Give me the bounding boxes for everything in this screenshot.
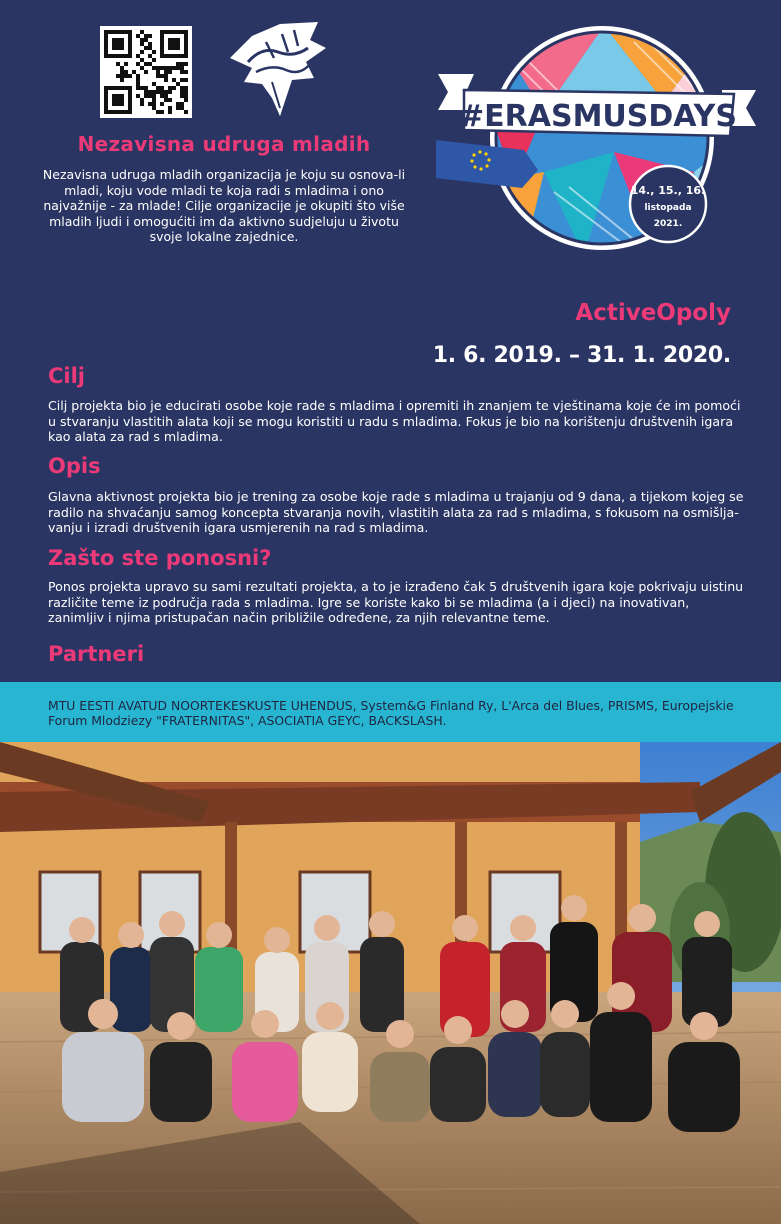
organization-title: Nezavisna udruga mladih (77, 132, 371, 156)
cilj-heading: Cilj (48, 364, 86, 388)
ponos-text: Ponos projekta upravo su sami rezultati projekta, a to je izrađeno čak 5 društvenih igara koje pokrivaju uistinu različite teme iz područja rada s mladima. Igre se koriste kako bi se mladima (a i djeci) na inovativan, zanimljiv i njima pristupačan način približile određene, za njih relevantne teme. (48, 579, 744, 626)
project-name: ActiveOpoly (575, 300, 731, 326)
cilj-text: Cilj projekta bio je educirati osobe koje rade s mladima i opremiti ih znanjem te vještinama koje će im pomoći u stvaranju vlastitih alata koji se mogu koristiti u radu s mladima. Fokus je bio na korištenju društvenih igara kao alata za rad s mladima. (48, 398, 741, 445)
partners-list: MTU EESTI AVATUD NOORTEKESKUSTE UHENDUS, System&G Finland Ry, L'Arca del Blues, PRISMS, Europejskie Forum Mlodziezy "FRATERNITAS", ASOCIATIA GEYC, BACKSLASH. (48, 698, 734, 728)
project-dates: 1. 6. 2019. – 31. 1. 2020. (432, 343, 731, 368)
erasmusdays-badge (434, 22, 760, 252)
opis-text: Glavna aktivnost projekta bio je trening za osobe koje rade s mladima u trajanju od 9 dana, a tijekom kojeg se radilo na shvaćanju samog koncepta stvaranja novih, vlastitih alata za rad s mladima, s fokusom na osmišlja-vanju i izradi društvenih igara usmjerenih na rad s mladima. (48, 489, 744, 536)
badge-month: listopada (644, 203, 692, 213)
partners-band (0, 682, 781, 742)
partneri-heading: Partneri (48, 642, 145, 666)
badge-hashtag: #ERASMUSDAYS (459, 99, 737, 134)
ponos-heading: Zašto ste ponosni? (48, 546, 272, 570)
qr-code[interactable] (100, 26, 192, 118)
group-photo (0, 742, 781, 1224)
qr-code-pattern (104, 30, 188, 114)
opis-heading: Opis (48, 454, 101, 478)
badge-days: 14., 15., 16. (630, 184, 706, 197)
badge-year: 2021. (653, 219, 683, 229)
organization-logo (222, 18, 330, 120)
organization-description: Nezavisna udruga mladih organizacija je koju su osnova-li mladi, koju vode mladi te koja radi s mladima i ono najvažnije - za mlade! Cilje organizacije je okupiti što više mladih ljudi i omogućiti im da aktivno sudjeluju u životu svoje lokalne zajednice. (42, 167, 406, 244)
